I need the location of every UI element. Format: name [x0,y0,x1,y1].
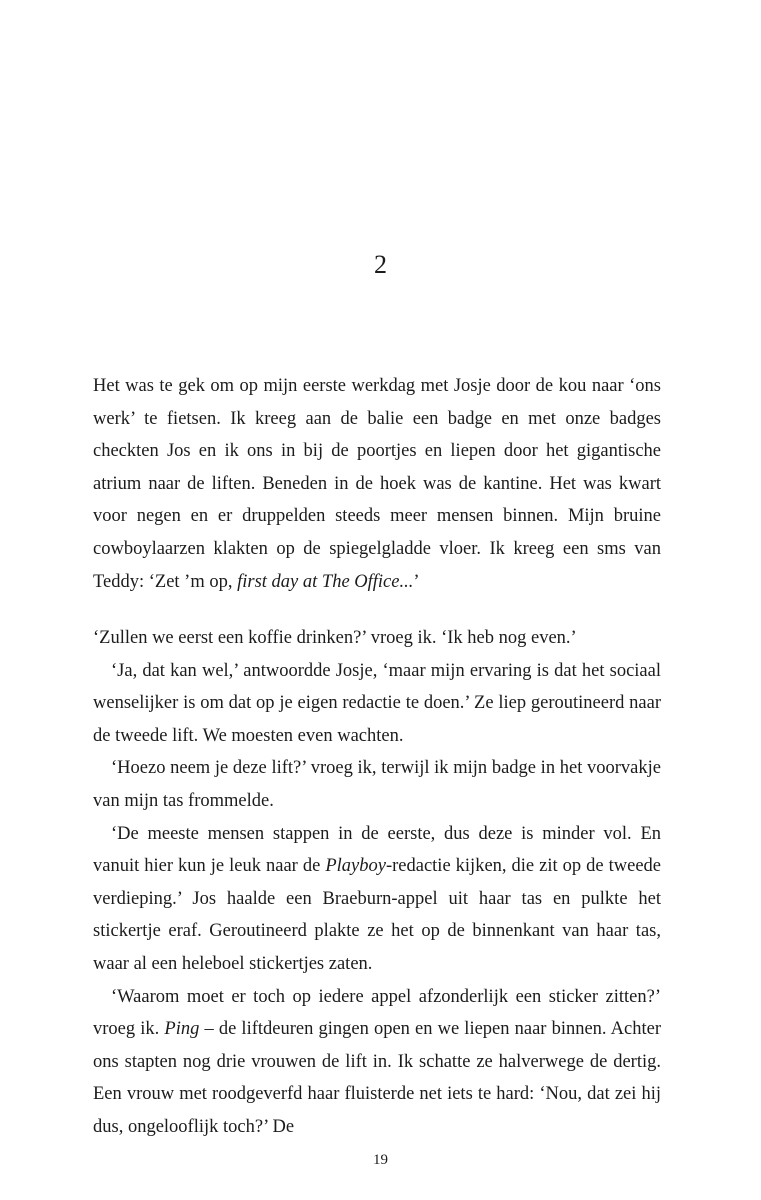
paragraph-1 [93,370,661,598]
paragraph-6-italic: Ping [164,1019,200,1040]
paragraph-2: ‘Zullen we eerst een koffie drinken?’ vroeg ik. ‘Ik heb nog even.’ [93,628,577,648]
paragraph-5-italic: Playboy [325,856,386,877]
paragraph-3: ‘Ja, dat kan wel,’ antwoordde Josje, ‘maar mijn ervaring is dat het sociaal wenselijker is om dat op je eigen redactie te doen.’ Ze liep geroutineerd naar de tweede lift. We moesten even wachten. [93,660,661,746]
page-number: 19 [373,1152,388,1168]
chapter-number: 2 [374,250,387,279]
paragraph-1-end: ’ [413,571,420,592]
paragraph-6-text: ‘Waarom moet er toch op iedere appel afzonderlijk een sticker zitten?’ vroeg ik. [93,986,661,1040]
text-section-1 [93,370,661,598]
paragraph-5-end: -redactie kijken, die zit op de tweede verdieping.’ Jos haalde een Braeburn-appel uit haar tas en pulkte het stickertje eraf. Geroutineerd plakte ze het op de binnenkant van haar tas, waar al een heleboel stickertjes zaten. [93,856,662,974]
text-section-2 [93,622,661,1144]
paragraph-6 [93,981,661,1144]
paragraph-1-text: Het was te gek om op mijn eerste werkdag met Josje door de kou naar ‘ons werk’ te fietsen. Ik kreeg aan de balie een badge en met onze badges checkten Jos en ik ons in bij de poortjes en liepen door het gigantische atrium naar de liften. Beneden in de hoek was de kantine. Het was kwart voor negen en er druppelden steeds meer mensen binnen. Mijn bruine cowboylaarzen klakten op de spiegelgladde vloer. Ik kreeg een sms van Teddy: ‘Zet ’m op, [93,376,661,592]
paragraph-5 [93,818,661,981]
paragraph-4: ‘Hoezo neem je deze lift?’ vroeg ik, terwijl ik mijn badge in het voorvakje van mijn tas frommelde. [93,758,661,811]
paragraph-1-italic: first day at The Office... [237,571,414,592]
paragraph-6-end: – de liftdeuren gingen open en we liepen naar binnen. Achter ons stapten nog drie vrouwen de lift in. Ik schatte ze halverwege de dertig. Een vrouw met roodgeverfd haar fluisterde net iets te hard: ‘Nou, dat zei hij dus, ongelooflijk toch?’ De [93,1019,661,1137]
paragraph-5-text: ‘De meeste mensen stappen in de eerste, dus deze is minder vol. En vanuit hier kun je leuk naar de [93,823,661,877]
